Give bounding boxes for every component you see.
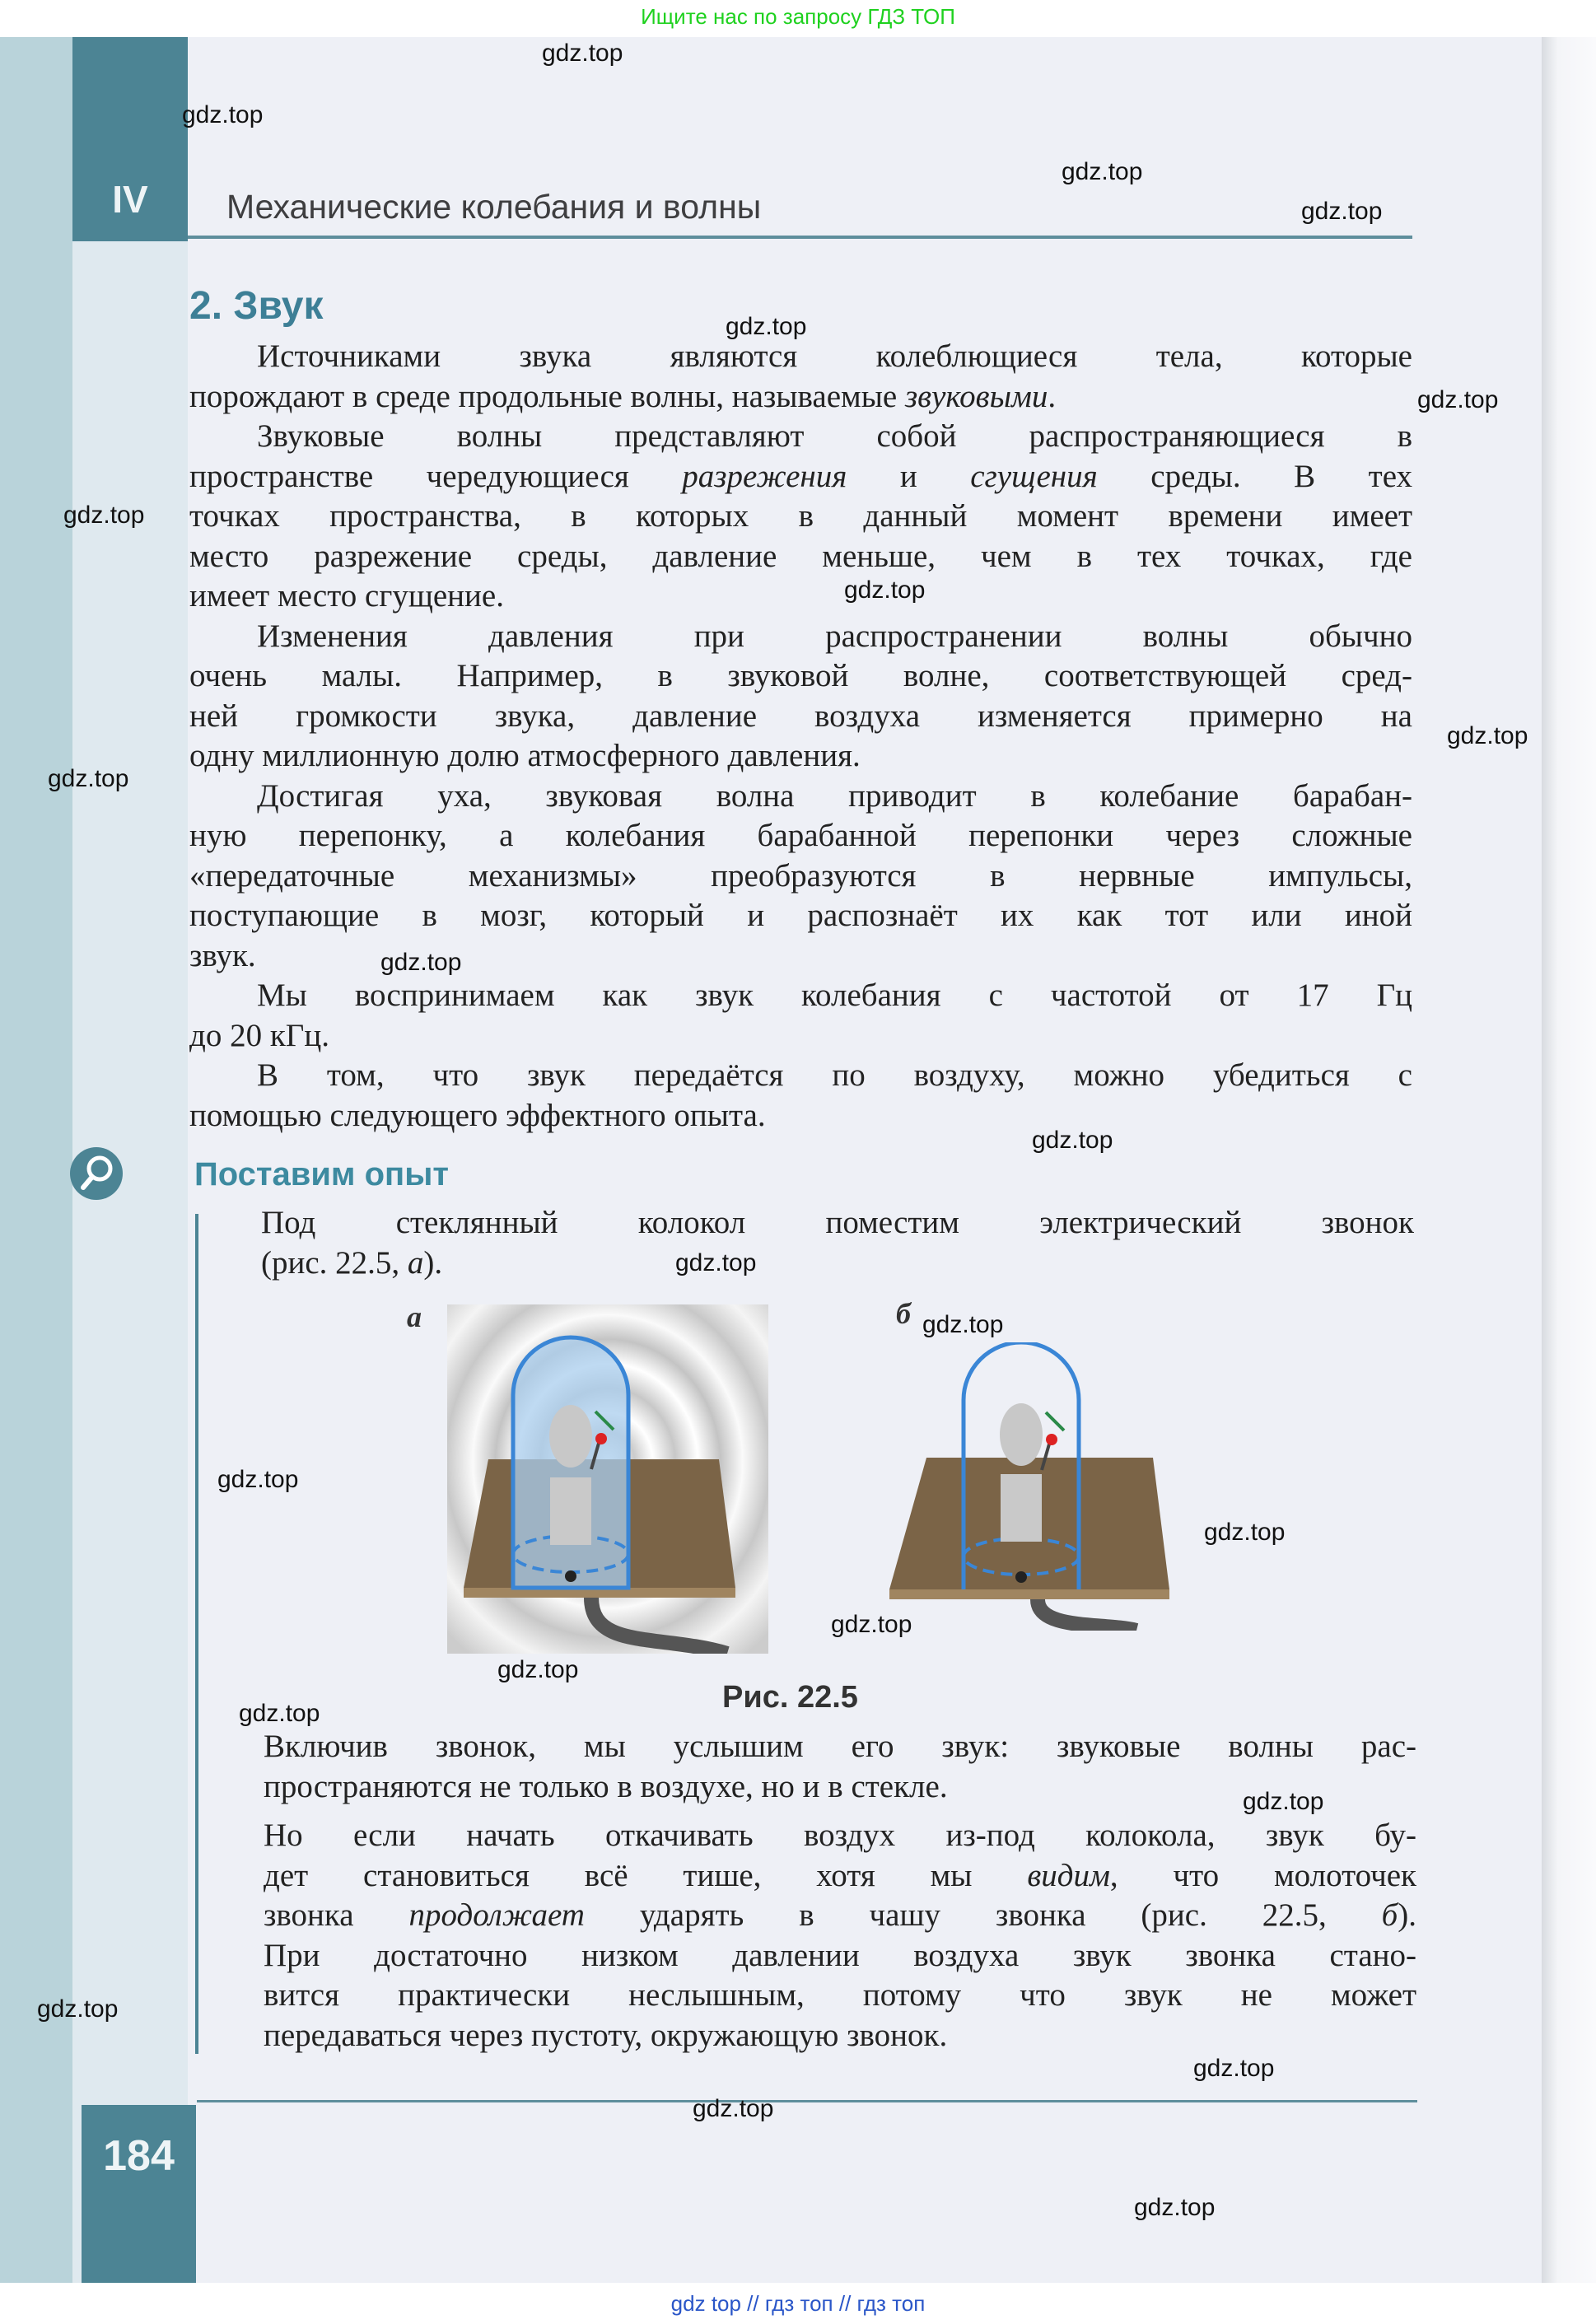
watermark-text: gdz.top: [217, 1466, 299, 1493]
text-line: [257, 976, 1412, 1015]
text-line: [257, 417, 1412, 456]
text-segment: дет становиться всё тише, хотя мы: [264, 1857, 1028, 1893]
text-segment: вится практически неслышным, потому что звук не может: [264, 1977, 1416, 2013]
text-segment: одну миллионную долю атмосферного давления.: [189, 738, 861, 773]
text-line: [264, 1727, 1416, 1766]
text-line: [189, 377, 1412, 417]
italic-term: звуковыми: [904, 378, 1048, 414]
text-segment: до 20 кГц.: [189, 1017, 329, 1053]
text-segment: точках пространства, в которых в данный момент времени имеет: [189, 498, 1412, 534]
text-line: [189, 1016, 1412, 1056]
watermark-text: gdz.top: [542, 40, 623, 67]
text-segment: Но если начать откачивать воздух из-под колокола, звук бу-: [264, 1818, 1416, 1853]
text-line: [189, 576, 1412, 616]
text-line: [189, 896, 1412, 936]
figure-label-a: а: [407, 1300, 422, 1333]
text-line: [189, 816, 1412, 856]
italic-term: разрежения: [682, 458, 847, 494]
page-number: 184: [103, 2132, 175, 2180]
footer-divider: [197, 2100, 1417, 2102]
figure-bell-in-vacuum: [889, 1342, 1194, 1631]
italic-term: б: [1381, 1897, 1398, 1933]
text-segment: «передаточные механизмы» преобразуются в нервные импульсы,: [189, 857, 1412, 894]
text-segment: пространяются не только в воздухе, но и в стекле.: [264, 1768, 948, 1804]
text-segment: , что молоточек: [1109, 1857, 1416, 1893]
watermark-text: gdz.top: [1193, 2055, 1275, 2082]
magnifier-icon: [69, 1146, 124, 1201]
text-segment: При достаточно низком давлении воздуха звук звонка стано-: [264, 1937, 1416, 1973]
text-segment: и: [847, 458, 971, 494]
text-line: [189, 697, 1412, 736]
experiment-title: Поставим опыт: [194, 1156, 449, 1192]
text-segment: Мы воспринимаем как звук колебания с частотой от 17 Гц: [257, 978, 1412, 1013]
text-segment: В том, что звук передаётся по воздуху, можно убедиться с: [257, 1057, 1412, 1093]
text-segment: Изменения давления при распространении волны обычно: [257, 618, 1412, 654]
figure-caption: Рис. 22.5: [722, 1680, 858, 1715]
text-segment: имеет место сгущение.: [189, 578, 504, 614]
text-line: [264, 1816, 1416, 1855]
watermark-text: gdz.top: [1417, 386, 1499, 413]
left-margin-inner: [72, 241, 188, 2283]
chapter-title: Механические колебания и волны: [226, 188, 762, 226]
text-line: [264, 2016, 1416, 2056]
text-line: [189, 457, 1412, 497]
text-segment: .: [1048, 378, 1057, 414]
figure-bell-in-air: [447, 1304, 768, 1654]
italic-term: а: [407, 1244, 424, 1281]
watermark-text: gdz.top: [922, 1311, 1004, 1338]
text-line: [189, 537, 1412, 576]
figure-label-b: б: [896, 1297, 911, 1330]
text-segment: ную перепонку, а колебания барабанной перепонки через сложные: [189, 818, 1412, 853]
italic-term: видим: [1027, 1857, 1110, 1893]
header-divider: [188, 236, 1412, 239]
text-line: [257, 777, 1412, 816]
text-line: [257, 1056, 1412, 1095]
text-segment: место разрежение среды, давление меньше, чем в тех точках, где: [189, 538, 1412, 574]
text-line: [189, 656, 1412, 696]
text-segment: передаваться через пустоту, окружающую звонок.: [264, 2017, 948, 2053]
text-line: [264, 1896, 1416, 1935]
watermark-text: gdz.top: [1204, 1519, 1286, 1546]
text-segment: ней громкости звука, давление воздуха изменяется примерно на: [189, 698, 1412, 734]
watermark-text: gdz.top: [693, 2095, 774, 2122]
text-line: [189, 497, 1412, 536]
text-segment: Под стеклянный колокол поместим электрический звонок: [261, 1205, 1414, 1240]
chapter-number: IV: [112, 178, 148, 221]
text-line: [261, 1203, 1414, 1243]
text-segment: Звуковые волны представляют собой распространяющиеся в: [257, 418, 1412, 454]
watermark-text: gdz.top: [1134, 2194, 1216, 2221]
text-line: [189, 1096, 1412, 1136]
watermark-text: gdz.top: [63, 502, 145, 529]
watermark-text: gdz.top: [726, 313, 807, 340]
watermark-text: gdz.top: [844, 576, 926, 604]
left-margin-strip: [0, 37, 72, 2283]
page-fold-edge: [1542, 37, 1596, 2283]
text-segment: среды. В тех: [1097, 458, 1412, 494]
section-heading: 2. Звук: [189, 284, 324, 328]
text-segment: Включив звонок, мы услышим его звук: звуковые волны рас-: [264, 1729, 1416, 1764]
text-segment: порождают в среде продольные волны, называемые: [189, 378, 905, 414]
text-segment: (рис. 22.5,: [261, 1244, 408, 1281]
watermark-text: gdz.top: [675, 1249, 757, 1276]
watermark-text: gdz.top: [1301, 198, 1383, 225]
watermark-text: gdz.top: [239, 1700, 320, 1727]
text-segment: очень малы. Например, в звуковой волне, соответствующей сред-: [189, 658, 1412, 693]
watermark-text: gdz.top: [1062, 158, 1143, 185]
footer-banner: gdz top // гдз топ // гдз топ: [0, 2283, 1596, 2322]
text-segment: ).: [1398, 1897, 1416, 1933]
text-segment: Источниками звука являются колеблющиеся тела, которые: [257, 338, 1412, 374]
text-line: [264, 1936, 1416, 1976]
text-segment: поступающие в мозг, который и распознаёт их как тот или иной: [189, 898, 1412, 933]
watermark-text: gdz.top: [182, 101, 264, 128]
experiment-sidebar-line: [195, 1214, 198, 2054]
text-line: [264, 1976, 1416, 2015]
text-line: [264, 1856, 1416, 1896]
italic-term: сгущения: [970, 458, 1098, 494]
italic-term: продолжает: [408, 1897, 585, 1933]
text-line: [189, 936, 1412, 976]
watermark-text: gdz.top: [48, 765, 129, 792]
text-segment: помощью следующего эффектного опыта.: [189, 1097, 766, 1133]
text-line: [189, 736, 1412, 776]
text-line: [189, 856, 1412, 896]
text-segment: звук.: [189, 937, 256, 973]
text-line: [257, 617, 1412, 656]
watermark-text: gdz.top: [831, 1611, 912, 1638]
text-segment: звонка: [264, 1897, 409, 1933]
top-banner: Ищите нас по запросу ГДЗ ТОП: [0, 0, 1596, 37]
text-segment: ).: [423, 1244, 443, 1281]
watermark-text: gdz.top: [37, 1995, 119, 2023]
text-line: [257, 337, 1412, 376]
text-line: [261, 1244, 1414, 1283]
watermark-text: gdz.top: [380, 949, 462, 976]
text-segment: Достигая уха, звуковая волна приводит в колебание барабан-: [257, 777, 1412, 814]
watermark-text: gdz.top: [1243, 1788, 1324, 1815]
watermark-text: gdz.top: [497, 1656, 579, 1683]
watermark-text: gdz.top: [1032, 1127, 1113, 1154]
text-segment: пространстве чередующиеся: [189, 458, 683, 494]
watermark-text: gdz.top: [1447, 722, 1528, 749]
text-segment: ударять в чашу звонка (рис. 22.5,: [584, 1897, 1382, 1933]
